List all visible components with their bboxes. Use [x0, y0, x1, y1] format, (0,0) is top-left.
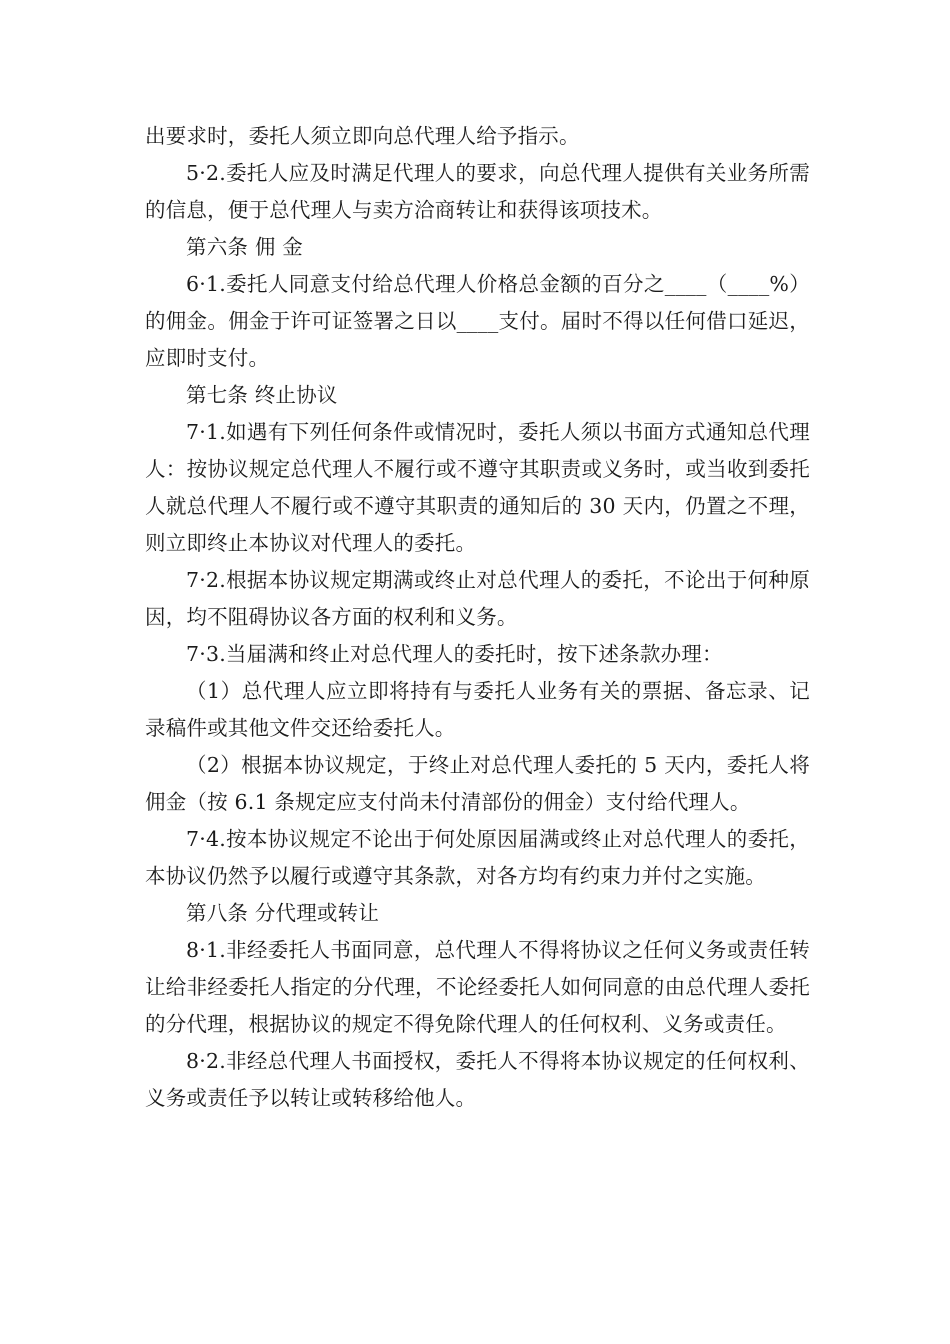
- clause-7-3-item-1: （1）总代理人应立即将持有与委托人业务有关的票据、备忘录、记录稿件或其他文件交还给委托人。: [145, 679, 810, 740]
- article-7-heading: 第七条 终止协议: [186, 383, 338, 407]
- clause-6-1: 6·1.委托人同意支付给总代理人价格总金额的百分之____（____%）的佣金。佣金于许可证签署之日以____支付。届时不得以任何借口延迟，应即时支付。: [145, 272, 810, 370]
- clause-8-2: 8·2.非经总代理人书面授权，委托人不得将本协议规定的任何权利、义务或责任予以转让或转移给他人。: [145, 1049, 810, 1110]
- document-body: [145, 118, 810, 1117]
- clause-8-1: 8·1.非经委托人书面同意，总代理人不得将协议之任何义务或责任转让给非经委托人指定的分代理，不论经委托人如何同意的由总代理人委托的分代理，根据协议的规定不得免除代理人的任何权利、义务或责任。: [145, 938, 810, 1036]
- clause-7-1: 7·1.如遇有下列任何条件或情况时，委托人须以书面方式通知总代理人：按协议规定总代理人不履行或不遵守其职责或义务时，或当收到委托人就总代理人不履行或不遵守其职责的通知后的 30 天内，仍置之不理，则立即终止本协议对代理人的委托。: [145, 420, 810, 555]
- article-8-heading: 第八条 分代理或转让: [186, 901, 380, 925]
- clause-5-2: 5·2.委托人应及时满足代理人的要求，向总代理人提供有关业务所需的信息，便于总代理人与卖方洽商转让和获得该项技术。: [145, 161, 810, 222]
- clause-7-3: 7·3.当届满和终止对总代理人的委托时，按下述条款办理：: [186, 642, 723, 666]
- paragraph-continuation: 出要求时，委托人须立即向总代理人给予指示。: [145, 124, 580, 148]
- clause-7-4: 7·4.按本协议规定不论出于何处原因届满或终止对总代理人的委托，本协议仍然予以履行或遵守其条款，对各方均有约束力并付之实施。: [145, 827, 810, 888]
- article-6-heading: 第六条 佣 金: [186, 235, 303, 259]
- clause-7-3-item-2: （2）根据本协议规定，于终止对总代理人委托的 5 天内，委托人将佣金（按 6.1 条规定应支付尚未付清部份的佣金）支付给代理人。: [145, 753, 810, 814]
- clause-7-2: 7·2.根据本协议规定期满或终止对总代理人的委托，不论出于何种原因，均不阻碍协议各方面的权利和义务。: [145, 568, 810, 629]
